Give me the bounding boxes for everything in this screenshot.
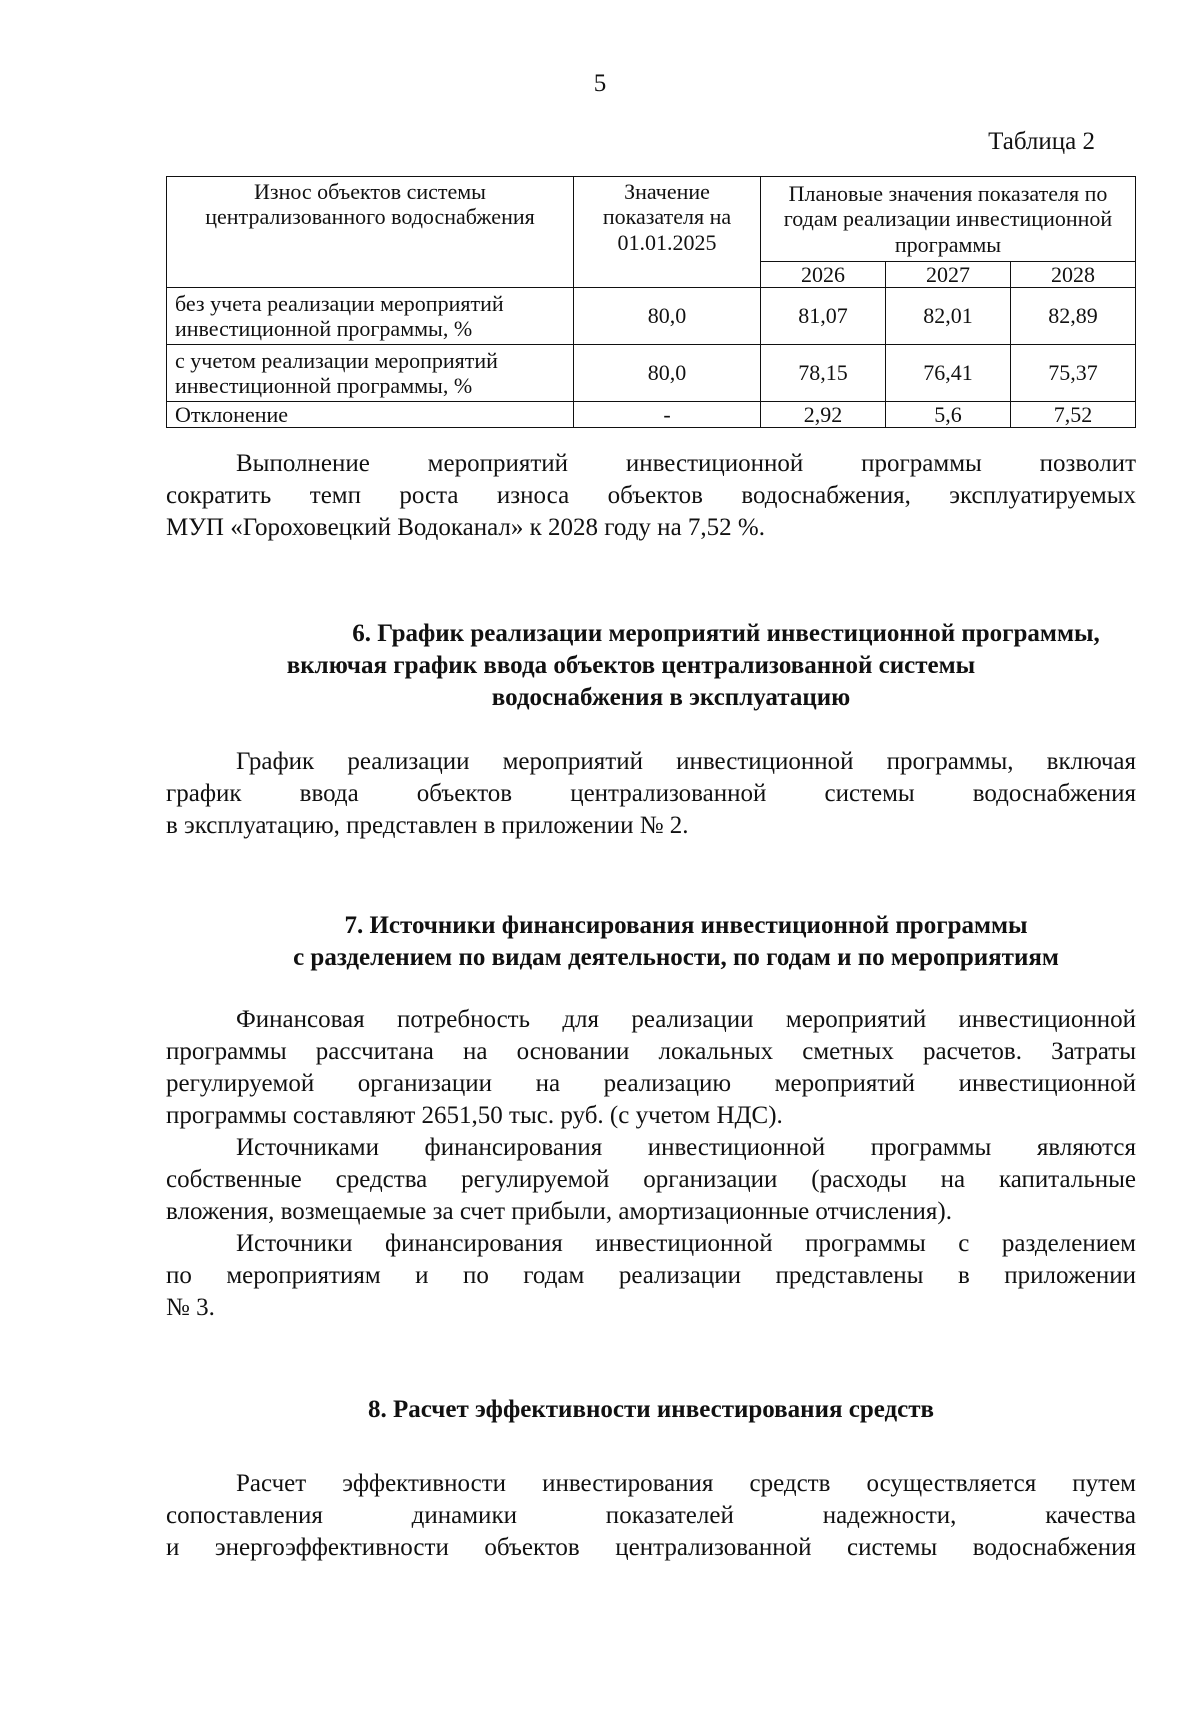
wear-indicators-table <box>166 176 1136 428</box>
section-6-heading: 6. График реализации мероприятий инвестиционной программы, включая график ввода объектов централизованной системы водоснабжения в эксплуатацию <box>286 620 1100 711</box>
section-7-heading: 7. Источники финансирования инвестиционной программы с разделением по видам деятельности, по годам и по мероприятиям <box>293 912 1059 971</box>
table-row <box>167 345 1136 402</box>
row-value-2028: 82,89 <box>1010 288 1135 345</box>
header-year-2026: 2026 <box>761 261 886 287</box>
row-value-2027: 82,01 <box>885 288 1010 345</box>
table-row <box>167 402 1136 428</box>
section-7-text-1: Финансовая потребность для реализации мероприятий инвестиционной программы рассчитана на основании локальных сметных расчетов. Затраты регулируемой организации на реализацию мероприятий инвестиционной программы составляют 2651,50 тыс. руб. (с учетом НДС). <box>166 1006 1136 1129</box>
row-base-value: - <box>574 402 761 428</box>
row-value-2028: 7,52 <box>1010 402 1135 428</box>
row-label: без учета реализации мероприятий инвестиционной программы, % <box>167 288 574 345</box>
section-8-heading: 8. Расчет эффективности инвестирования средств <box>367 1396 935 1423</box>
section-8-text: Расчет эффективности инвестирования средств осуществляется путем сопоставления динамики показателей надежности, качества и энергоэффективности объектов централизованной системы водоснабжения <box>166 1470 1136 1561</box>
table-header-row <box>167 177 1136 262</box>
header-base-value: Значение показателя на 01.01.2025 <box>574 177 761 288</box>
row-value-2026: 2,92 <box>761 402 886 428</box>
row-value-2026: 81,07 <box>761 288 886 345</box>
row-base-value: 80,0 <box>574 345 761 402</box>
header-planned-values: Плановые значения показателя по годам реализации инвестиционной программы <box>761 177 1136 262</box>
row-label: с учетом реализации мероприятий инвестиционной программы, % <box>167 345 574 402</box>
table-caption: Таблица 2 <box>988 128 1095 155</box>
section-7-text-2: Источниками финансирования инвестиционной программы являются собственные средства регулируемой организации (расходы на капитальные вложения, возмещаемые за счет прибыли, амортизационные отчисления). <box>166 1134 1136 1225</box>
header-year-2027: 2027 <box>885 261 1010 287</box>
header-wear-objects: Износ объектов системы централизованного водоснабжения <box>167 177 574 288</box>
row-value-2028: 75,37 <box>1010 345 1135 402</box>
section-6-text: График реализации мероприятий инвестиционной программы, включая график ввода объектов централизованной системы водоснабжения в эксплуатацию, представлен в приложении № 2. <box>166 748 1136 839</box>
page-number: 5 <box>593 70 607 97</box>
row-value-2027: 5,6 <box>885 402 1010 428</box>
row-value-2027: 76,41 <box>885 345 1010 402</box>
paragraph-wear-reduction: Выполнение мероприятий инвестиционной программы позволит сократить темп роста износа объектов водоснабжения, эксплуатируемых МУП «Гороховецкий Водоканал» к 2028 году на 7,52 %. <box>166 450 1136 541</box>
row-base-value: 80,0 <box>574 288 761 345</box>
row-value-2026: 78,15 <box>761 345 886 402</box>
row-label: Отклонение <box>167 402 574 428</box>
table-row <box>167 288 1136 345</box>
section-7-text-3: Источники финансирования инвестиционной программы с разделением по мероприятиям и по годам реализации представлены в приложении № 3. <box>166 1230 1136 1321</box>
header-year-2028: 2028 <box>1010 261 1135 287</box>
